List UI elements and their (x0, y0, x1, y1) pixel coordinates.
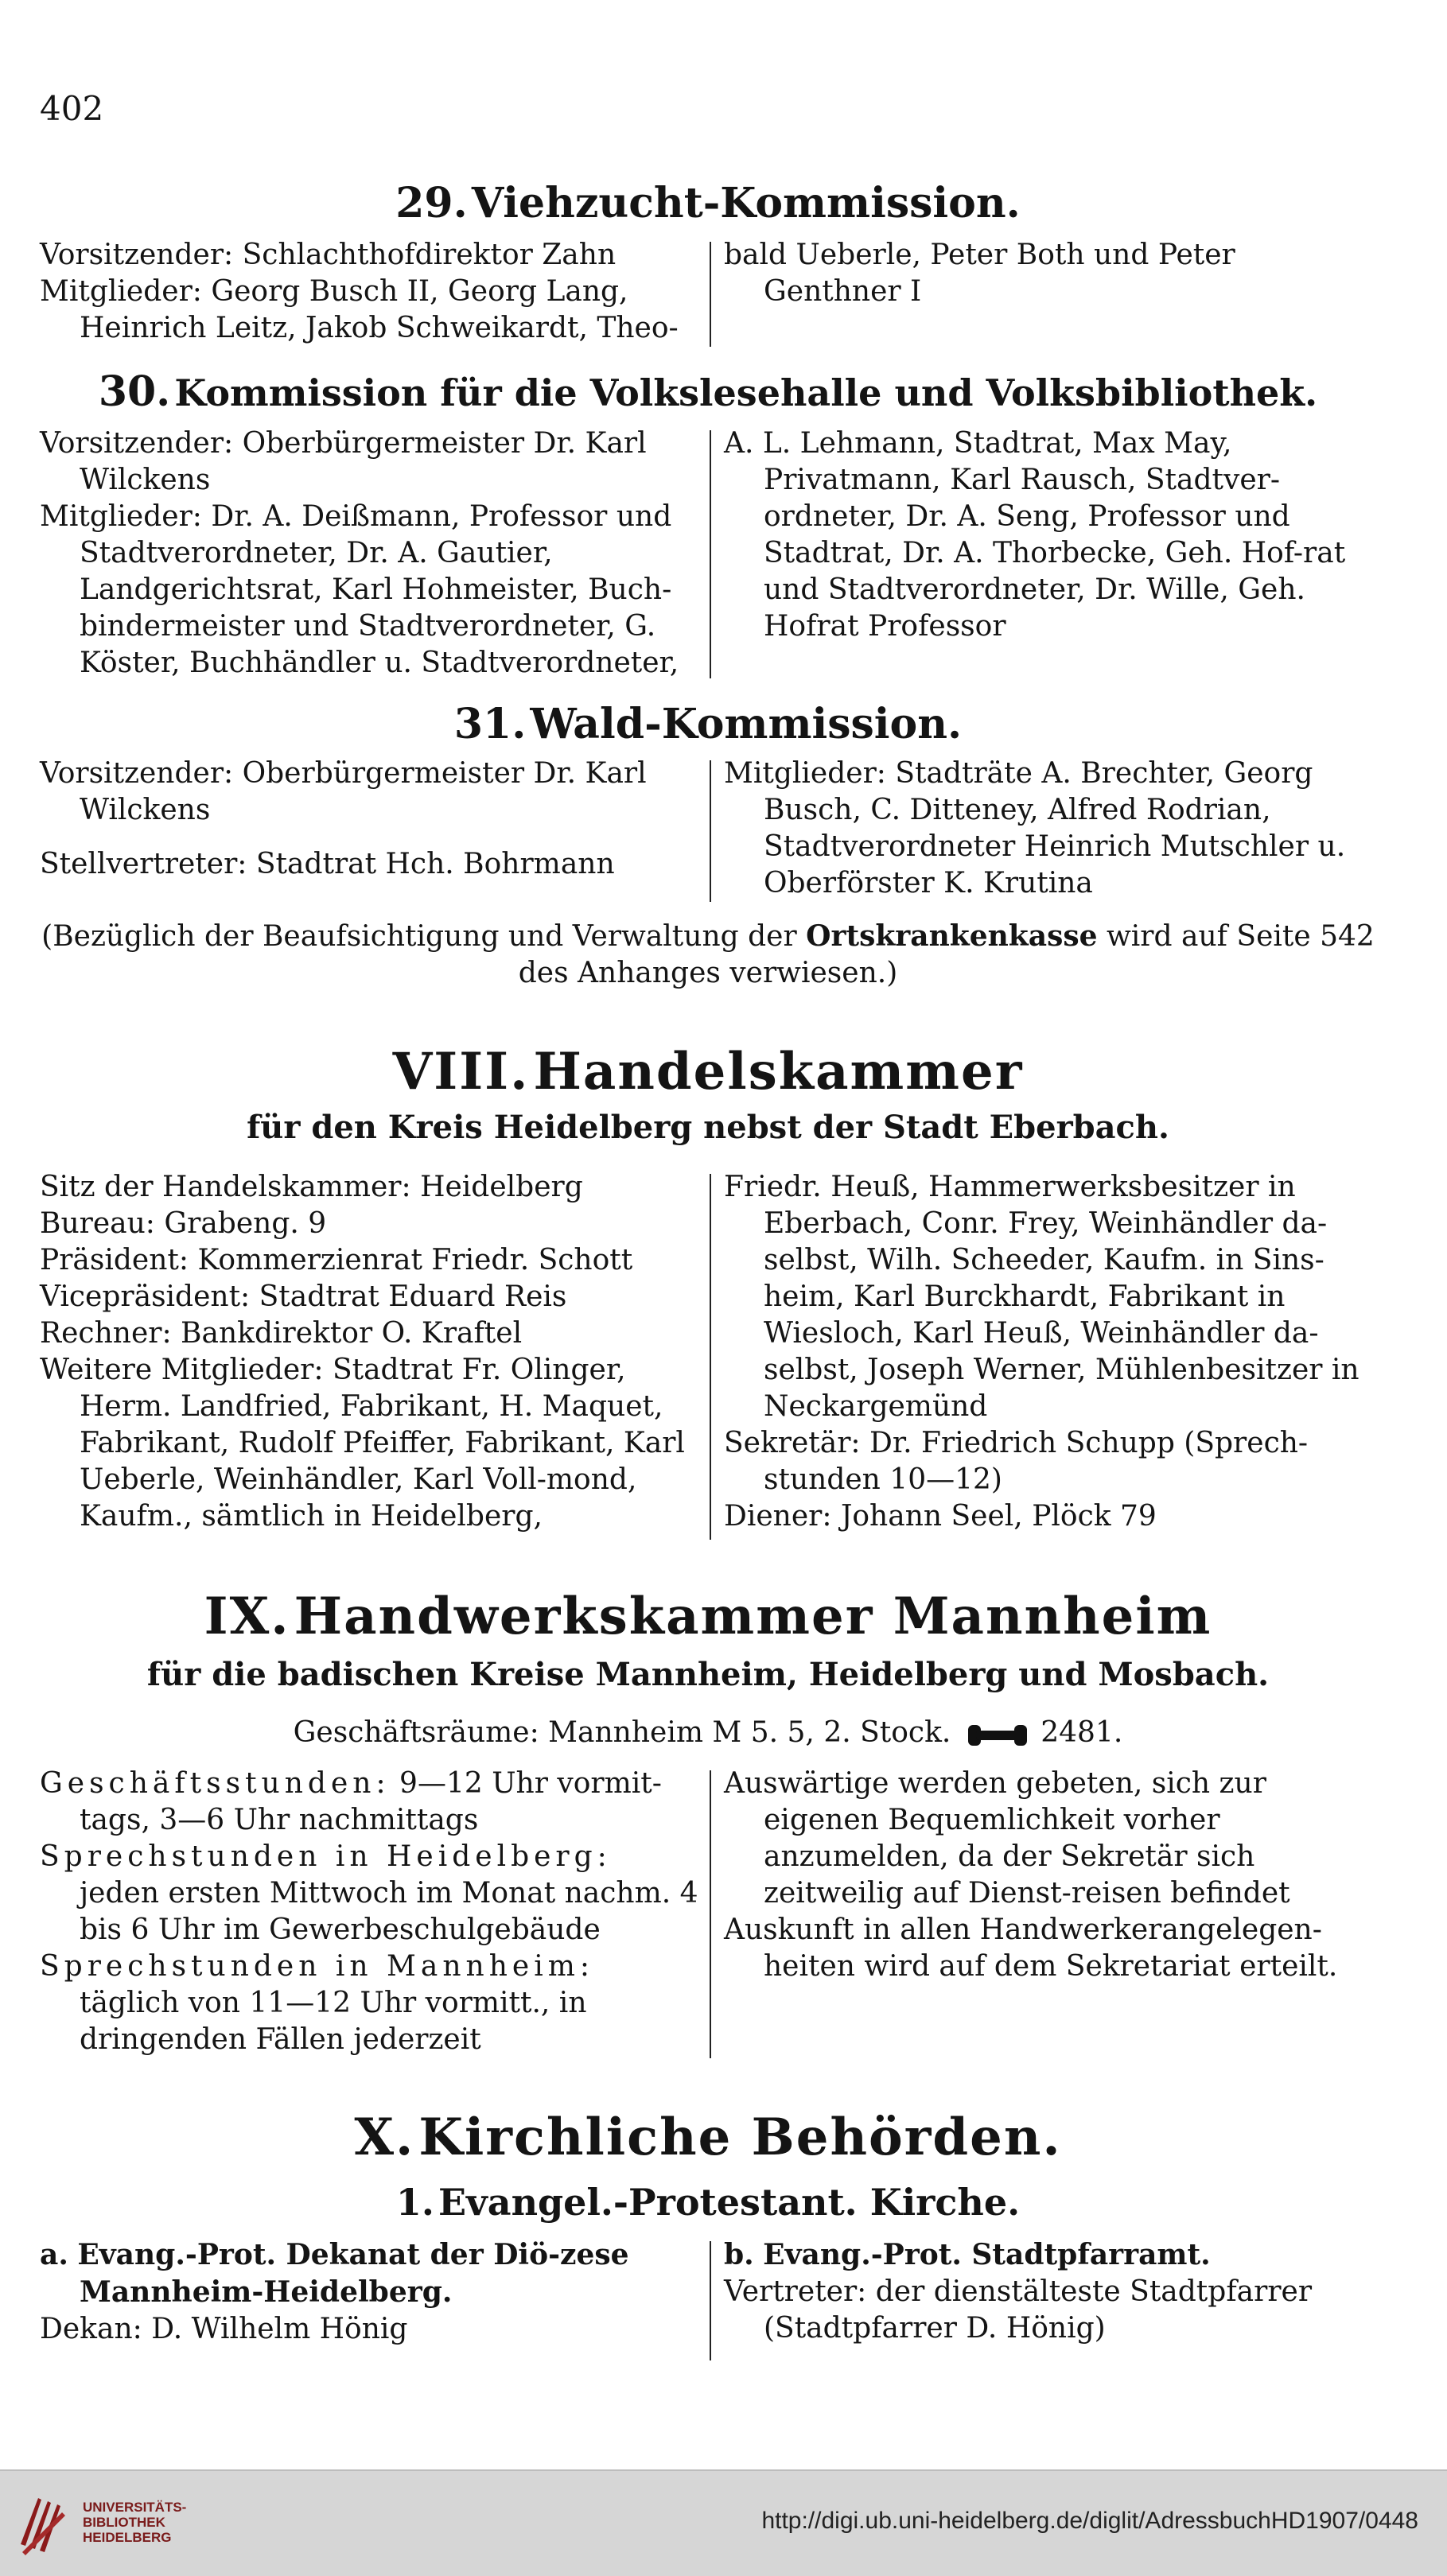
heading-title: Viehzucht-Kommission. (471, 179, 1021, 227)
information-notice: Auskunft in allen Handwerkerangelegen-heiten wird auf dem Sekretariat erteilt. (724, 1914, 1338, 1983)
section-29-heading (40, 179, 1376, 227)
library-logo-icon (14, 2489, 78, 2557)
members-continued: Friedr. Heuß, Hammerwerksbesitzer in Eberbach, Conr. Frey, Weinhändler da-selbst, Wilh. Scheeder, Kaufm. in Sins-heim, Karl Burckhardt, Fabrikant in Wiesloch, Karl Heuß, Weinhändler da-selbst, Joseph Werner, Mühlenbesitzer in Neckargemünd (724, 1171, 1359, 1423)
secretary-line: Sekretär: Dr. Friedrich Schupp (Sprech-stunden 10—12) (724, 1427, 1309, 1496)
members-continued: bald Ueberle, Peter Both und Peter Genthner I (724, 239, 1235, 308)
vice-president-line: Vicepräsident: Stadtrat Eduard Reis (40, 1280, 567, 1313)
visitors-notice: Auswärtige werden gebeten, sich zur eigenen Bequemlichkeit vorher anzumelden, da der Sekretär sich zeitweilig auf Dienst-reisen befindet (724, 1767, 1290, 1910)
phone-number: 2481. (1041, 1716, 1123, 1749)
section-VIII-heading: VIII. Handelskammer (392, 1042, 1024, 1102)
section-X-body (40, 2236, 1376, 2356)
office-hours: Geschäftsstunden: 9—12 Uhr vormit-tags, 3—6 Uhr nachmittags (40, 1767, 662, 1836)
column-divider (710, 760, 711, 902)
section-29-body (40, 237, 1376, 350)
dean-line: Dekan: D. Wilhelm Hönig (40, 2313, 408, 2345)
telephone-icon (968, 1723, 1027, 1746)
heading-number: 29. (395, 179, 468, 227)
bureau-line: Bureau: Grabeng. 9 (40, 1207, 327, 1240)
section-X-subheading: 1. Evangel.-Protestant. Kirche. (395, 2181, 1021, 2224)
section-30-heading: 30. Kommission für die Volkslesehalle und Volksbibliothek. (98, 367, 1318, 416)
highlight-term: Ortskrankenkasse (806, 919, 1098, 953)
page-number: 402 (40, 89, 104, 128)
column-divider (710, 242, 711, 347)
members-line: Weitere Mitglieder: Stadtrat Fr. Olinger, Herm. Landfried, Fabrikant, H. Maquet, Fabrikant, Rudolf Pfeiffer, Fabrikant, Karl Ueberle, Weinhändler, Karl Voll-mond, Kaufm., sämtlich in Heidelberg, (40, 1354, 685, 1533)
office-line: Geschäftsräume: Mannheim M 5. 5, 2. Stock. 2481. (293, 1716, 1123, 1749)
column-divider (710, 430, 711, 678)
section-30-body (40, 425, 1376, 680)
column-divider (710, 1770, 711, 2058)
column-divider (710, 1174, 711, 1540)
consultation-heidelberg: Sprechstunden in Heidelberg: jeden ersten Mittwoch im Monat nachm. 4 bis 6 Uhr im Gewerbeschulgebäude (40, 1840, 698, 1946)
section-IX-body (40, 1766, 1376, 2060)
servant-line: Diener: Johann Seel, Plöck 79 (724, 1500, 1157, 1533)
section-VIII-body (40, 1169, 1376, 1543)
deputy-line: Stellvertreter: Stadtrat Hch. Bohrmann (40, 848, 615, 880)
section-31-heading: 31. Wald-Kommission. (453, 700, 963, 748)
chairman-line: Vorsitzender: Oberbürgermeister Dr. Karl Wilckens (40, 427, 647, 496)
seat-line: Sitz der Handelskammer: Heidelberg (40, 1171, 583, 1203)
chairman-line: Vorsitzender: Oberbürgermeister Dr. Karl Wilckens (40, 757, 647, 826)
members-continued: A. L. Lehmann, Stadtrat, Max May, Privatmann, Karl Rausch, Stadtver-ordneter, Dr. A. Seng, Professor und Stadtrat, Dr. A. Thorbecke, Geh. Hof-rat und Stadtverordneter, Dr. Wille, Geh. Hofrat Professor (724, 427, 1346, 643)
digitization-footer (0, 2469, 1447, 2576)
treasurer-line: Rechner: Bankdirektor O. Kraftel (40, 1317, 523, 1350)
section-IX-subtitle: für die badischen Kreise Mannheim, Heidelberg und Mosbach. (146, 1656, 1270, 1693)
column-divider (710, 2241, 711, 2360)
deanery-heading: a. Evang.-Prot. Dekanat der Diö-zese Mannheim-Heidelberg. (40, 2238, 629, 2309)
library-name: UNIVERSITÄTS- BIBLIOTHEK HEIDELBERG (83, 2500, 187, 2545)
section-31-body (40, 756, 1376, 902)
consultation-mannheim: Sprechstunden in Mannheim: täglich von 11—12 Uhr vormitt., in dringenden Fällen jederzeit (40, 1950, 594, 2056)
section-X-heading: X. Kirchliche Behörden. (354, 2108, 1062, 2167)
chairman-line: Vorsitzender: Schlachthofdirektor Zahn (40, 239, 617, 271)
permalink-url[interactable]: http://digi.ub.uni-heidelberg.de/diglit/AdressbuchHD1907/0448 (761, 2508, 1418, 2534)
president-line: Präsident: Kommerzienrat Friedr. Schott (40, 1244, 633, 1276)
members-line: Mitglieder: Dr. A. Deißmann, Professor und Stadtverordneter, Dr. A. Gautier, Landgerichtsrat, Karl Hohmeister, Buch-bindermeister und Stadtverordneter, G. Köster, Buchhändler u. Stadtverordneter, (40, 500, 679, 679)
representative-line: Vertreter: der dienstälteste Stadtpfarrer (Stadtpfarrer D. Hönig) (724, 2275, 1313, 2345)
parish-heading: b. Evang.-Prot. Stadtpfarramt. (724, 2238, 1211, 2271)
reference-note: (Bezüglich der Beaufsichtigung und Verwaltung der Ortskrankenkasse wird auf Seite 542 des Anhanges verwiesen.) (41, 919, 1375, 989)
section-IX-heading: IX. Handwerkskammer Mannheim (204, 1587, 1212, 1646)
members-line: Mitglieder: Stadträte A. Brechter, Georg Busch, C. Ditteney, Alfred Rodrian, Stadtverordneter Heinrich Mutschler u. Oberförster K. Krutina (724, 757, 1346, 899)
section-VIII-subtitle: für den Kreis Heidelberg nebst der Stadt Eberbach. (247, 1109, 1169, 1146)
members-line: Mitglieder: Georg Busch II, Georg Lang, Heinrich Leitz, Jakob Schweikardt, Theo- (40, 275, 679, 344)
